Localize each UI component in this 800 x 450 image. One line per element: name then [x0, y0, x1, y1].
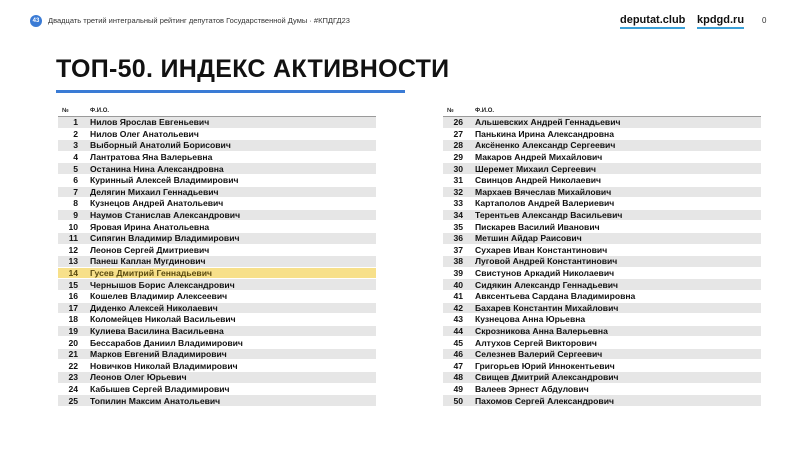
deputy-name: Кузнецова Анна Юрьевна — [471, 314, 761, 326]
table-row — [443, 117, 761, 129]
table-row — [443, 337, 761, 349]
deputy-name: Свинцов Андрей Николаевич — [471, 174, 761, 186]
rank-number: 30 — [443, 163, 471, 175]
rank-number: 45 — [443, 337, 471, 349]
table-row — [443, 279, 761, 291]
table-row — [443, 256, 761, 268]
rank-number: 12 — [58, 244, 86, 256]
table-row — [443, 209, 761, 221]
table-row — [58, 221, 376, 233]
ranking-table-left-body — [58, 117, 376, 407]
rank-number: 50 — [443, 395, 471, 407]
deputy-name: Кузнецов Андрей Анатольевич — [86, 198, 376, 210]
table-row — [58, 151, 376, 163]
deputy-name: Григорьев Юрий Иннокентьевич — [471, 360, 761, 372]
table-row — [443, 348, 761, 360]
rank-number: 49 — [443, 383, 471, 395]
deputy-name: Пискарев Василий Иванович — [471, 221, 761, 233]
table-row — [58, 256, 376, 268]
table-row — [58, 140, 376, 152]
rank-number: 42 — [443, 302, 471, 314]
ranking-table-right — [443, 106, 761, 407]
rank-number: 6 — [58, 174, 86, 186]
column-header-name: Ф.И.О. — [86, 106, 376, 117]
rank-number: 8 — [58, 198, 86, 210]
table-row — [58, 325, 376, 337]
title-underline — [56, 90, 405, 93]
deputy-name: Картаполов Андрей Валериевич — [471, 198, 761, 210]
deputy-name: Куринный Алексей Владимирович — [86, 174, 376, 186]
deputy-name: Диденко Алексей Николаевич — [86, 302, 376, 314]
table-row — [58, 198, 376, 210]
deputy-name: Макаров Андрей Михайлович — [471, 151, 761, 163]
deputy-name: Селезнев Валерий Сергеевич — [471, 348, 761, 360]
rating-logo-icon: 43 — [30, 15, 42, 27]
table-row — [443, 244, 761, 256]
deputy-name: Свистунов Аркадий Николаевич — [471, 267, 761, 279]
table-row — [443, 395, 761, 407]
brand-kpdgd-link[interactable]: kpdgd.ru — [697, 14, 744, 29]
table-row — [58, 209, 376, 221]
table-row — [58, 244, 376, 256]
deputy-name: Нилов Олег Анатольевич — [86, 128, 376, 140]
deputy-name: Выборный Анатолий Борисович — [86, 140, 376, 152]
rank-number: 33 — [443, 198, 471, 210]
table-row — [58, 395, 376, 407]
table-row — [58, 337, 376, 349]
table-row — [443, 325, 761, 337]
rank-number: 48 — [443, 372, 471, 384]
rank-number: 26 — [443, 117, 471, 129]
rank-number: 43 — [443, 314, 471, 326]
deputy-name: Сипягин Владимир Владимирович — [86, 232, 376, 244]
rank-number: 4 — [58, 151, 86, 163]
table-row — [58, 232, 376, 244]
table-row — [58, 314, 376, 326]
deputy-name: Делягин Михаил Геннадьевич — [86, 186, 376, 198]
rank-number: 22 — [58, 360, 86, 372]
deputy-name: Аксёненко Александр Сергеевич — [471, 140, 761, 152]
column-header-name: Ф.И.О. — [471, 106, 761, 117]
ranking-table-left — [58, 106, 376, 407]
column-header-number: № — [443, 106, 471, 117]
table-row — [443, 151, 761, 163]
header-subtitle: Двадцать третий интегральный рейтинг депутатов Государственной Думы · #КПДГД23 — [48, 16, 350, 25]
deputy-name: Луговой Андрей Константинович — [471, 256, 761, 268]
table-row — [58, 279, 376, 291]
table-row — [443, 128, 761, 140]
rank-number: 11 — [58, 232, 86, 244]
deputy-name: Кошелев Владимир Алексеевич — [86, 290, 376, 302]
table-row — [58, 360, 376, 372]
deputy-name: Сидякин Александр Геннадьевич — [471, 279, 761, 291]
deputy-name: Альшевских Андрей Геннадьевич — [471, 117, 761, 129]
table-row — [58, 372, 376, 384]
rank-number: 19 — [58, 325, 86, 337]
rank-number: 24 — [58, 383, 86, 395]
table-row — [443, 360, 761, 372]
rank-number: 18 — [58, 314, 86, 326]
rank-number: 17 — [58, 302, 86, 314]
brand-deputat-club-link[interactable]: deputat.club — [620, 14, 685, 29]
deputy-name: Алтухов Сергей Викторович — [471, 337, 761, 349]
rank-number: 2 — [58, 128, 86, 140]
deputy-name: Марков Евгений Владимирович — [86, 348, 376, 360]
table-row — [443, 221, 761, 233]
table-row — [443, 163, 761, 175]
rank-number: 5 — [58, 163, 86, 175]
deputy-name: Авксентьева Сардана Владимировна — [471, 290, 761, 302]
deputy-name: Кулиева Василина Васильевна — [86, 325, 376, 337]
deputy-name: Панеш Каплан Мугдинович — [86, 256, 376, 268]
deputy-name: Валеев Эрнест Абдулович — [471, 383, 761, 395]
rank-number: 40 — [443, 279, 471, 291]
deputy-name: Леонов Сергей Дмитриевич — [86, 244, 376, 256]
rank-number: 1 — [58, 117, 86, 129]
deputy-name: Сухарев Иван Константинович — [471, 244, 761, 256]
ranking-table-right-body — [443, 117, 761, 407]
rank-number: 47 — [443, 360, 471, 372]
table-header-row — [443, 106, 761, 117]
rank-number: 25 — [58, 395, 86, 407]
rank-number: 9 — [58, 209, 86, 221]
deputy-name: Топилин Максим Анатольевич — [86, 395, 376, 407]
table-row — [58, 128, 376, 140]
rank-number: 16 — [58, 290, 86, 302]
deputy-name: Новичков Николай Владимирович — [86, 360, 376, 372]
rank-number: 36 — [443, 232, 471, 244]
deputy-name: Терентьев Александр Васильевич — [471, 209, 761, 221]
table-row — [58, 383, 376, 395]
table-row — [58, 163, 376, 175]
deputy-name: Останина Нина Александровна — [86, 163, 376, 175]
table-row — [443, 383, 761, 395]
deputy-name: Свищев Дмитрий Александрович — [471, 372, 761, 384]
rank-number: 23 — [58, 372, 86, 384]
table-row — [443, 267, 761, 279]
page-title: ТОП-50. ИНДЕКС АКТИВНОСТИ — [56, 55, 450, 83]
rank-number: 46 — [443, 348, 471, 360]
deputy-name: Нилов Ярослав Евгеньевич — [86, 117, 376, 129]
rank-number: 21 — [58, 348, 86, 360]
rank-number: 15 — [58, 279, 86, 291]
table-row — [443, 186, 761, 198]
deputy-name: Пахомов Сергей Александрович — [471, 395, 761, 407]
deputy-name: Лантратова Яна Валерьевна — [86, 151, 376, 163]
table-row — [58, 348, 376, 360]
deputy-name: Шеремет Михаил Сергеевич — [471, 163, 761, 175]
table-row — [58, 267, 376, 279]
deputy-name: Чернышов Борис Александрович — [86, 279, 376, 291]
rank-number: 31 — [443, 174, 471, 186]
rank-number: 10 — [58, 221, 86, 233]
deputy-name: Бессарабов Даниил Владимирович — [86, 337, 376, 349]
rank-number: 7 — [58, 186, 86, 198]
rank-number: 37 — [443, 244, 471, 256]
table-header-row — [58, 106, 376, 117]
rank-number: 34 — [443, 209, 471, 221]
rank-number: 44 — [443, 325, 471, 337]
rank-number: 3 — [58, 140, 86, 152]
table-row — [58, 186, 376, 198]
rank-number: 39 — [443, 267, 471, 279]
table-row — [443, 372, 761, 384]
deputy-name: Гусев Дмитрий Геннадьевич — [86, 267, 376, 279]
rank-number: 13 — [58, 256, 86, 268]
table-row — [58, 174, 376, 186]
rank-number: 29 — [443, 151, 471, 163]
table-row — [443, 174, 761, 186]
table-row — [443, 314, 761, 326]
table-row — [58, 117, 376, 129]
rank-number: 38 — [443, 256, 471, 268]
table-row — [443, 290, 761, 302]
rank-number: 20 — [58, 337, 86, 349]
page-number: 0 — [762, 16, 767, 25]
deputy-name: Панькина Ирина Александровна — [471, 128, 761, 140]
deputy-name: Кабышев Сергей Владимирович — [86, 383, 376, 395]
deputy-name: Коломейцев Николай Васильевич — [86, 314, 376, 326]
deputy-name: Наумов Станислав Александрович — [86, 209, 376, 221]
header-bar — [30, 14, 780, 32]
deputy-name: Метшин Айдар Раисович — [471, 232, 761, 244]
table-row — [58, 290, 376, 302]
deputy-name: Яровая Ирина Анатольевна — [86, 221, 376, 233]
rank-number: 41 — [443, 290, 471, 302]
table-row — [443, 302, 761, 314]
column-header-number: № — [58, 106, 86, 117]
table-row — [443, 232, 761, 244]
deputy-name: Леонов Олег Юрьевич — [86, 372, 376, 384]
rank-number: 14 — [58, 267, 86, 279]
table-row — [443, 198, 761, 210]
table-row — [443, 140, 761, 152]
deputy-name: Бахарев Константин Михайлович — [471, 302, 761, 314]
rank-number: 35 — [443, 221, 471, 233]
rank-number: 28 — [443, 140, 471, 152]
deputy-name: Мархаев Вячеслав Михайлович — [471, 186, 761, 198]
table-row — [58, 302, 376, 314]
rank-number: 27 — [443, 128, 471, 140]
deputy-name: Скрозникова Анна Валерьевна — [471, 325, 761, 337]
rank-number: 32 — [443, 186, 471, 198]
